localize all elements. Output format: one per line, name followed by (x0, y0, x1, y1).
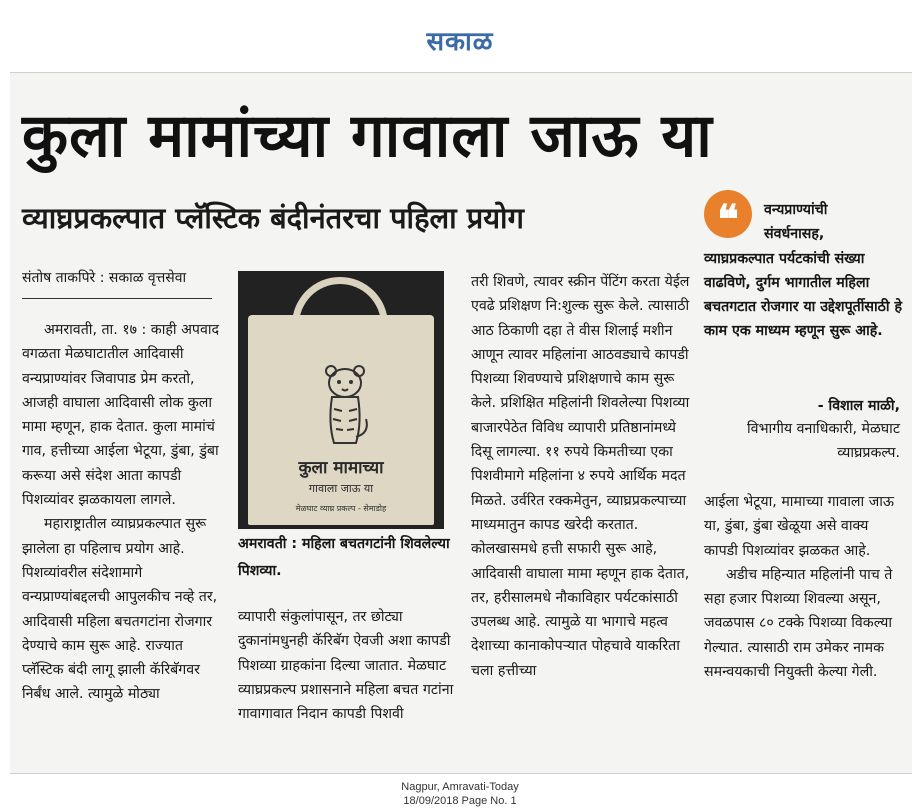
edition-footer (0, 780, 920, 808)
article-column-3 (471, 270, 693, 683)
article-paragraph: महाराष्ट्रातील व्याघ्रप्रकल्पात सुरू झालेला हा पहिलाच प्रयोग आहे. पिशव्यांवरील संदेशामागे वन्यप्राण्यांबद्दलची आपुलकीच नव्हे तर, आदिवासी महिला बचतगटांना रोजगार देण्याचे काम सुरू आहे. राज्यात प्लॅस्टिक बंदी लागू झाली कॅरिबॅगवर निर्बंध आले. त्यामुळे मोठ्या (22, 516, 218, 703)
article-paragraph: आईला भेटूया, मामाच्या गावाला जाऊ या, डुंबा, डुंबा खेळूया असे वाक्य कापडी पिशव्यांवर झळकत आहे. (704, 494, 895, 559)
bag-print-footer: मेळघाट व्याघ्र प्रकल्प - सेमाडोह (295, 504, 387, 513)
tiger-cub-icon (316, 363, 374, 451)
article-paragraph: तरी शिवणे, त्यावर स्क्रीन पेंटिंग करता येईल एवढे प्रशिक्षण नि:शुल्क सुरू केले. त्यासाठी आठ ठिकाणी दहा ते वीस शिलाई मशीन आणून त्यावर महिलांना आठवड्याचे कापडी पिशव्या शिवण्याचे प्रशिक्षणाचे काम सुरू केले. प्रशिक्षित महिलांनी शिवलेल्या पिशव्या बाजारपेठेत विविध व्यापारी प्रतिष्ठानांमध्ये दिसू लागल्या. ११ रुपये किमतीच्या एका पिशवीमागे महिलांना ४ रुपये आर्थिक मदत मिळते. उर्वरित रक्कमेतुन, व्याघ्रप्रकल्पाच्या माध्यमातुन कापड खरेदी करतात. कोलखासमधे हत्ती सफारी सुरू आहे, आदिवासी वाघाला मामा म्हणून हाक देतात, तर, हरीसालमधे नौकाविहार पर्यटकांसाठी उपलब्ध आहे. त्यामुळे या भागाचे महत्व देशाच्या कानाकोपऱ्यात पोहचावे याकरिता चला हत्तीच्या (471, 274, 690, 679)
article-paragraph: अडीच महिन्यात महिलांनी पाच ते सहा हजार पिशव्या शिवल्या असून, जवळपास ८० टक्के पिशव्या विकल्या गेल्यात. त्यासाठी राम उमेकर नामक समन्वयकाची नियुक्ती केल्या गेली. (704, 566, 893, 681)
cloth-bag-photo (238, 271, 444, 529)
bag-print-subtitle: गावाला जाऊ या (308, 482, 374, 495)
pull-quote-body: व्याघ्रप्रकल्पात पर्यटकांची संख्या वाढविणे, दुर्गम भागातील महिला बचतगटात रोजगार या उद्देशपूर्तीसाठी हे काम एक माध्यम म्हणून सुरू आहे. (704, 250, 903, 340)
headline: कुला मामांच्या गावाला जाऊ या (22, 101, 713, 171)
article-paragraph: अमरावती, ता. १७ : काही अपवाद वगळता मेळघाटातील आदिवासी वन्यप्राण्यांवर जिवापाड प्रेम करतो, आजही वाघाला आदिवासी लोक कुला मामा म्हणून, हाक देतात. कुला मामांचं गाव, हत्तीच्या आईला भेटूया, डुंबा, डुंबा करूया असे संदेश आता कापडी पिशव्यांवर झळकायला लागले. (22, 322, 220, 509)
photo-caption: अमरावती : महिला बचतगटांनी शिवलेल्या पिशव्या. (238, 536, 450, 579)
edition-name: Nagpur, Amravati-Today (401, 781, 519, 793)
quote-mark-icon: ❝ (704, 190, 752, 238)
cloth-bag (248, 315, 434, 525)
quote-author: - विशाल माळी, (817, 398, 900, 414)
pull-quote-line: संवर्धनासह, (764, 226, 825, 243)
edition-date-page: 18/09/2018 Page No. 1 (403, 795, 517, 807)
byline-divider (22, 298, 212, 299)
byline: संतोष ताकपिरे : सकाळ वृत्तसेवा (22, 270, 187, 286)
article-column-2 (238, 605, 454, 726)
pull-quote-line: वन्यप्राण्यांची (764, 202, 828, 218)
article-column-1 (22, 318, 220, 707)
bag-print-title: कुला मामाच्या (298, 458, 384, 478)
article-paragraph: व्यापारी संकुलांपासून, तर छोट्या दुकानांमधुनही कॅरिबॅग ऐवजी अशा कापडी पिशव्या ग्राहकांना दिल्या जातात. मेळघाट व्याघ्रप्रकल्प प्रशासनाने महिला बचत गटांना गावागावात निदान कापडी पिशवी (238, 609, 454, 723)
quote-author-role: विभागीय वनाधिकारी, मेळघाट व्याघ्रप्रकल्प. (747, 421, 900, 461)
pull-quote (704, 198, 904, 344)
subheadline: व्याघ्रप्रकल्पात प्लॅस्टिक बंदीनंतरचा पहिला प्रयोग (22, 201, 524, 235)
article-column-4 (704, 490, 904, 684)
masthead-logo: सकाळ (426, 27, 494, 57)
